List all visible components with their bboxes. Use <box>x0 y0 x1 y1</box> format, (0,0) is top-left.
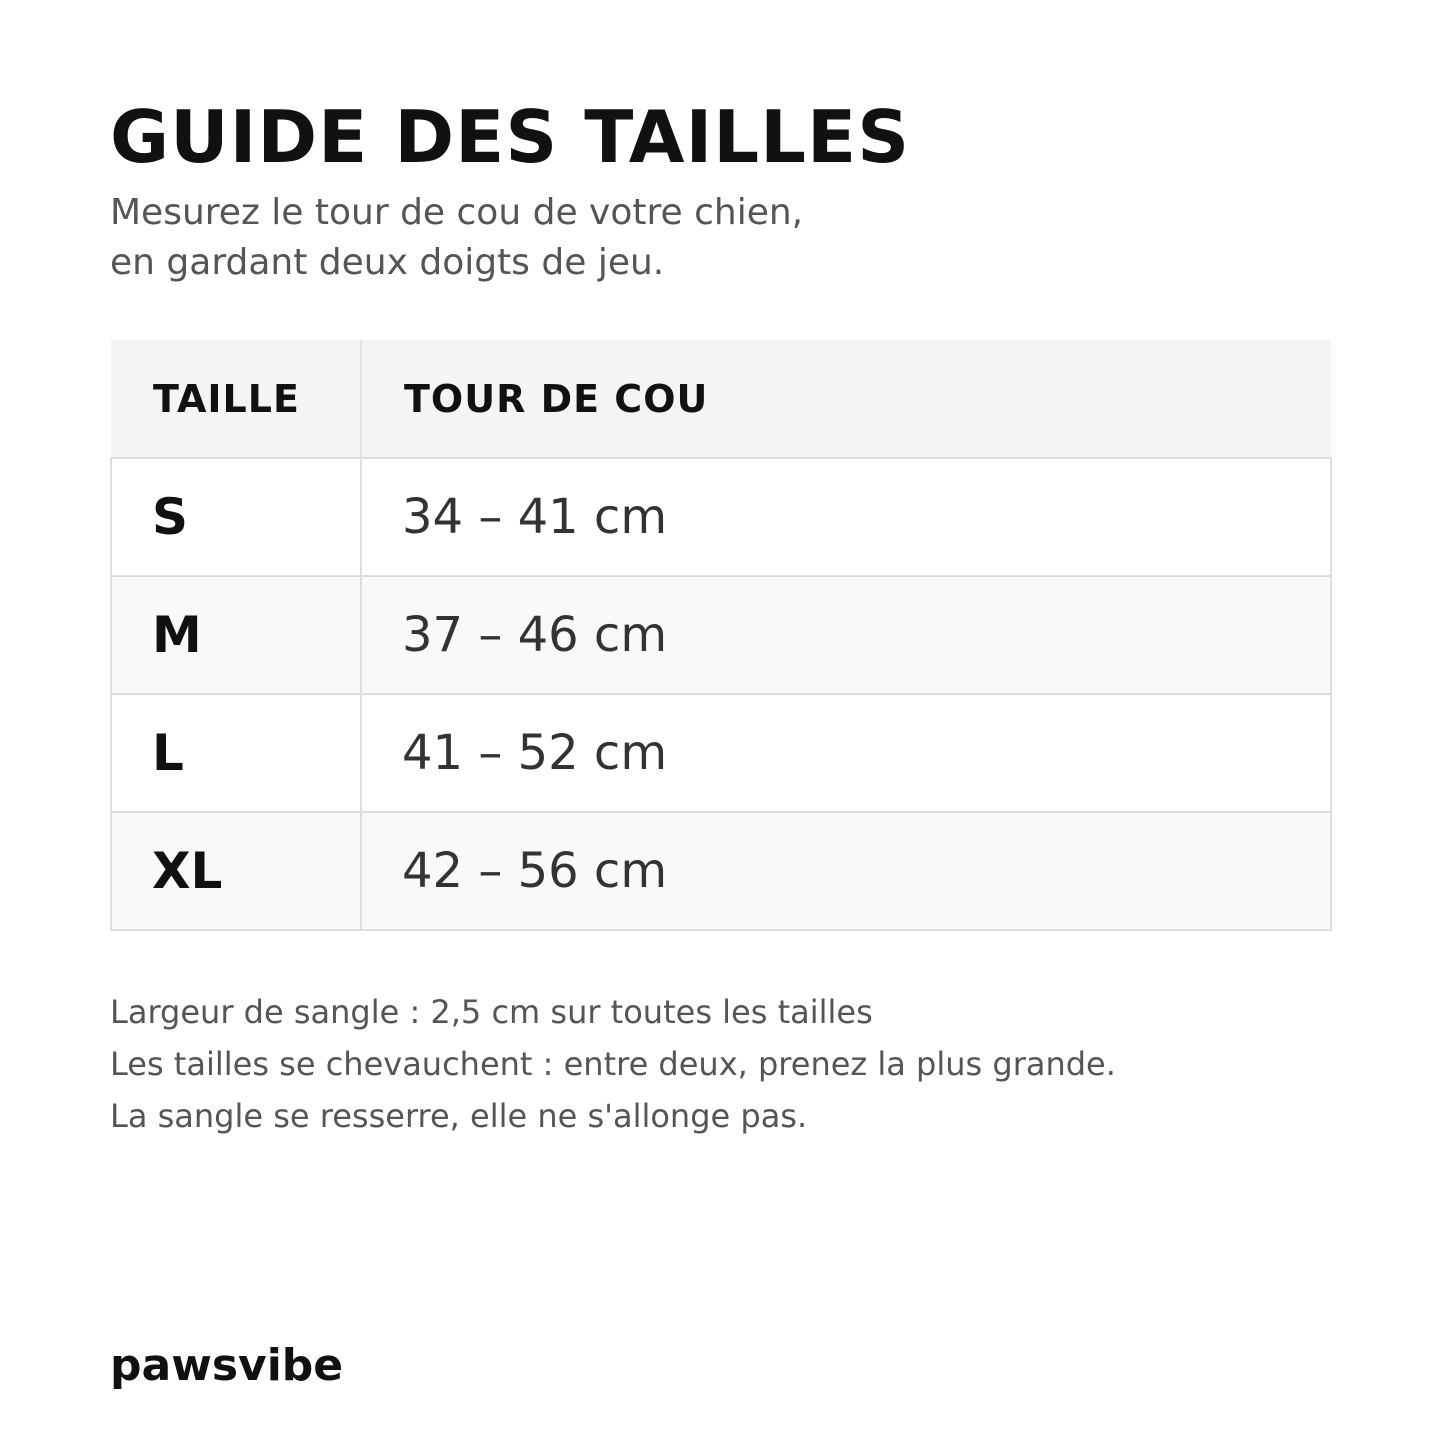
table-row <box>111 576 1331 694</box>
column-header-size: TAILLE <box>111 340 361 458</box>
note-line: Largeur de sangle : 2,5 cm sur toutes les tailles <box>110 993 873 1031</box>
neck-range-cell: 42 – 56 cm <box>361 812 1331 930</box>
size-table <box>110 340 1332 931</box>
note-line: Les tailles se chevauchent : entre deux, prenez la plus grande. <box>110 1045 1116 1083</box>
table-row <box>111 694 1331 812</box>
neck-range-cell: 41 – 52 cm <box>361 694 1331 812</box>
note-line: La sangle se resserre, elle ne s'allonge pas. <box>110 1097 808 1135</box>
subtitle-line: en gardant deux doigts de jeu. <box>110 242 665 283</box>
table-header-row <box>111 340 1331 458</box>
neck-range-cell: 34 – 41 cm <box>361 458 1331 576</box>
subtitle-line: Mesurez le tour de cou de votre chien, <box>110 192 804 233</box>
subtitle <box>110 188 803 288</box>
size-cell: S <box>111 458 361 576</box>
page-title: GUIDE DES TAILLES <box>110 95 911 179</box>
neck-range-cell: 37 – 46 cm <box>361 576 1331 694</box>
brand-logo: pawsvibe <box>110 1340 344 1391</box>
size-cell: L <box>111 694 361 812</box>
column-header-neck: TOUR DE COU <box>361 340 1331 458</box>
table-row <box>111 812 1331 930</box>
notes <box>110 986 1116 1142</box>
size-cell: M <box>111 576 361 694</box>
size-cell: XL <box>111 812 361 930</box>
table-row <box>111 458 1331 576</box>
